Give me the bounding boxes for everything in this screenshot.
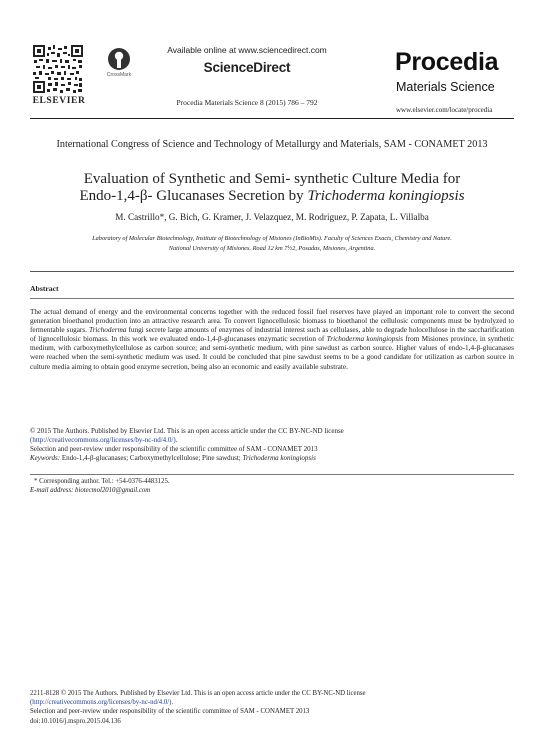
affiliation-line-1: Laboratory of Molecular Biotechnology, Institute of Biotechnology of Misiones (InBioMis). Faculty of Sciences Exacts, Chemistry and Nature. <box>92 235 452 242</box>
peer-review-note: Selection and peer-review under responsibility of the scientific committee of SAM - CONAMET 2013 <box>30 445 318 454</box>
abstract-divider <box>30 298 514 299</box>
abstract-part-3: from Misiones province, in synthetic medium, with carboxymethylcellulose as carbon source; and semi-synthetic medium, with pine sawdust as carbon source. Higher values of endo-1,4-β-glucanases were reached when the semi-synthetic medium was used. It could be concluded that pine sawdust seems to be a good candidate for utilization as carbon source in culture media aiming to obtain good enzyme secretion, being also an economic and easily available substrate. <box>30 335 515 371</box>
author-list: M. Castrillo*, G. Bich, G. Kramer, J. Velazquez, M. Rodriguez, P. Zapata, L. Villalba <box>115 212 429 222</box>
available-online-text[interactable]: Available online at www.sciencedirect.com <box>167 45 327 55</box>
procedia-logo: Procedia <box>395 48 499 76</box>
journal-reference: Procedia Materials Science 8 (2015) 786 – 792 <box>176 98 318 107</box>
header-divider <box>30 118 514 119</box>
title-line-2-text: Endo-1,4-β- Glucanases Secretion by <box>79 188 308 204</box>
footer-doi[interactable]: doi:10.1016/j.mspro.2015.04.136 <box>30 717 121 725</box>
abstract-italic-1: Trichoderma <box>88 326 127 335</box>
abstract-part-1: The actual demand of energy and the environmental concerns together with the reduced fossil fuel reserves have played an important role to convert the second generation bioethanol production into an attractive research area. To convert lignocellulosic biomass to bioethanol the cellulosic components must be hydrolyzed to fermentable sugars. <box>30 308 514 335</box>
abstract-italic-2: Trichoderma koningiopsis <box>326 335 404 344</box>
affiliation-line-2: National University of Misiones. Road 12 km 7½2, Posadas, Misiones, Argentina. <box>168 244 376 252</box>
sciencedirect-logo[interactable]: ScienceDirect <box>203 60 291 75</box>
page-footer <box>30 689 514 726</box>
elsevier-tree-logo-icon <box>33 45 83 93</box>
footer-peer-review: Selection and peer-review under responsibility of the scientific committee of SAM - CONAMET 2013 <box>30 708 310 716</box>
abstract-part-2: fungi secrete large amounts of enzymes of industrial interest such as cellulases, able to degrade holocellulose in the saccharification of lignocellulosic biomass. In this work we evaluated endo-1,4-β-glucanases enzymatic secretion of <box>30 326 514 344</box>
keywords-label: Keywords: <box>30 454 61 463</box>
correspondence <box>30 477 514 495</box>
license-link[interactable]: (http://creativecommons.org/licenses/by-nc-nd/4.0/). <box>30 436 178 445</box>
email-address[interactable]: E-mail address: biotecmol2010@gmail.com <box>30 487 151 494</box>
keywords-species: Trichoderma koningiopsis <box>242 454 316 463</box>
notes-divider <box>30 474 514 475</box>
crossmark-icon[interactable] <box>107 47 131 71</box>
footer-license-link[interactable]: (http://creativecommons.org/licenses/by-nc-nd/4.0/). <box>30 699 174 707</box>
title-line-2 <box>40 188 504 205</box>
affiliation <box>20 234 524 253</box>
abstract-top-divider <box>30 271 514 272</box>
materials-science-label: Materials Science <box>396 80 495 94</box>
publisher-name: ELSEVIER <box>32 96 86 106</box>
article-title <box>40 171 504 205</box>
title-species: Trichoderma koningiopsis <box>307 188 465 204</box>
corresponding-author: * Corresponding author. Tel.: +54-0376-4483125. <box>34 478 170 485</box>
footer-issn: 2211-8128 © 2015 The Authors. Published by Elsevier Ltd. This is an open access article under the CC BY-NC-ND license <box>30 690 366 697</box>
copyright-note: © 2015 The Authors. Published by Elsevier Ltd. This is an open access article under the CC BY-NC-ND license <box>30 427 344 435</box>
keywords-text: Endo-1,4-β-glucanases; Carboxymethylcellulose; Pine sawdust; <box>60 454 243 463</box>
article-notes <box>30 427 514 463</box>
title-line-1: Evaluation of Synthetic and Semi- synthetic Culture Media for <box>83 171 461 187</box>
abstract-heading: Abstract <box>30 284 59 293</box>
keywords <box>30 454 514 463</box>
journal-url-link[interactable]: www.elsevier.com/locate/procedia <box>396 106 493 114</box>
abstract-body <box>30 308 514 372</box>
congress-name: International Congress of Science and Technology of Metallurgy and Materials, SAM - CONAMET 2013 <box>56 139 488 150</box>
crossmark-label: CrossMark <box>106 72 132 78</box>
